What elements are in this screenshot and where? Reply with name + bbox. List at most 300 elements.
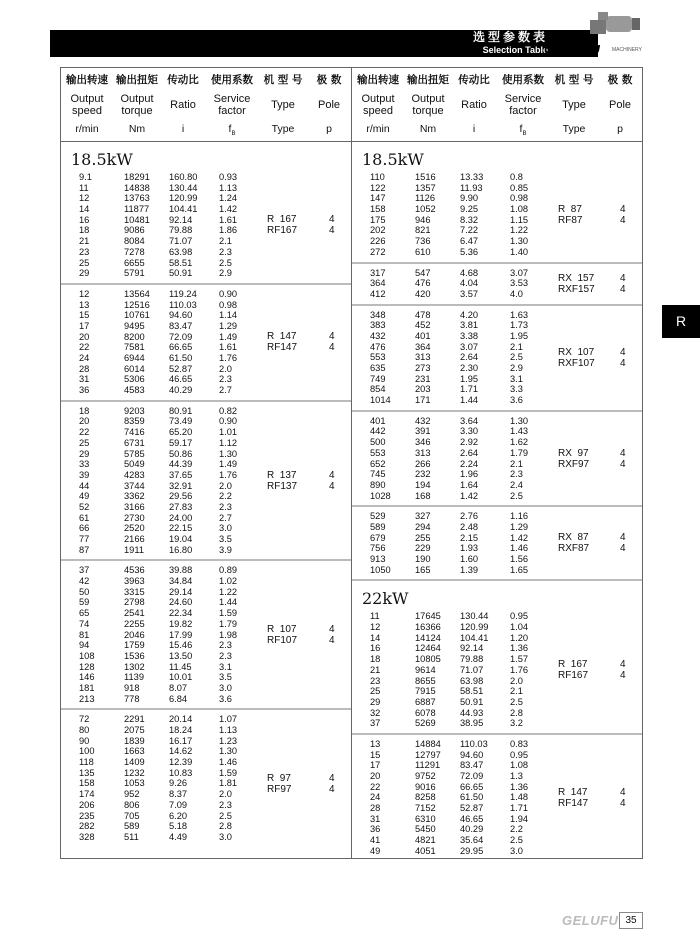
pole-value: 4 xyxy=(620,543,626,555)
table-row xyxy=(61,608,267,619)
table-row xyxy=(352,278,558,289)
header-column xyxy=(205,68,259,141)
type-value: R 167 xyxy=(558,659,588,671)
type-value: R 107 xyxy=(267,623,297,635)
torque-cell: 1516 xyxy=(415,172,436,182)
pole-cell xyxy=(618,511,642,575)
speed-cell: 24 xyxy=(79,353,90,363)
row-indent xyxy=(352,771,370,782)
row-indent xyxy=(61,714,79,725)
pole-value: 4 xyxy=(620,203,626,215)
service-factor-cell: 0.93 xyxy=(219,172,238,182)
row-indent xyxy=(352,803,370,814)
row-indent xyxy=(352,782,370,793)
row-indent xyxy=(352,448,370,459)
speed-cell: 110 xyxy=(370,172,385,182)
speed-cell: 589 xyxy=(370,521,386,532)
type-cell xyxy=(267,565,327,704)
ratio-cell: 10.83 xyxy=(169,767,193,778)
torque-cell: 5785 xyxy=(124,448,145,459)
type-value: RF167 xyxy=(558,670,589,682)
service-factor-cell: 2.0 xyxy=(219,480,232,491)
torque-cell: 10761 xyxy=(124,310,150,321)
torque-cell: 5306 xyxy=(124,374,145,385)
speed-cell: 158 xyxy=(370,204,386,215)
ratio-cell: 7.22 xyxy=(460,225,479,236)
ratio-cell: 2.48 xyxy=(460,521,479,532)
ratio-cell: 104.41 xyxy=(169,204,198,215)
table-row xyxy=(61,502,267,513)
service-factor-cell: 2.9 xyxy=(219,268,232,279)
service-factor-cell: 1.59 xyxy=(219,767,238,778)
row-indent xyxy=(352,331,370,342)
ratio-cell: 3.07 xyxy=(460,341,479,352)
pole-value: 4 xyxy=(620,670,626,682)
row-indent xyxy=(61,491,79,502)
service-factor-cell: 3.0 xyxy=(219,831,232,842)
ratio-cell: 9.25 xyxy=(460,204,479,215)
service-factor-cell: 1.3 xyxy=(510,771,523,781)
row-indent xyxy=(352,437,370,448)
service-factor-cell: 1.30 xyxy=(219,448,238,459)
ratio-cell: 83.47 xyxy=(460,760,484,771)
pole-value: 4 xyxy=(620,447,626,459)
torque-cell: 14124 xyxy=(415,632,441,643)
row-indent xyxy=(61,672,79,683)
torque-cell: 1053 xyxy=(124,778,145,789)
speed-cell: 11 xyxy=(370,611,380,622)
ratio-cell: 9.26 xyxy=(169,778,188,789)
service-factor-cell: 1.01 xyxy=(219,427,238,438)
table-row xyxy=(352,622,558,633)
speed-cell: 364 xyxy=(370,278,386,289)
row-indent xyxy=(352,374,370,385)
header-unit: r/min xyxy=(75,123,99,135)
table-row xyxy=(61,672,267,683)
service-factor-cell: 1.30 xyxy=(510,415,529,426)
service-factor-cell: 1.76 xyxy=(510,664,529,675)
service-factor-cell: 1.79 xyxy=(219,618,238,629)
service-factor-cell: 2.3 xyxy=(219,374,232,385)
table-row xyxy=(352,676,558,687)
torque-cell: 7152 xyxy=(415,803,436,814)
speed-cell: 158 xyxy=(79,778,95,789)
row-indent xyxy=(352,469,370,480)
pole-value: 4 xyxy=(329,214,335,226)
row-indent xyxy=(61,289,79,300)
unit-subscript: B xyxy=(231,131,236,138)
torque-cell: 4583 xyxy=(124,385,145,396)
row-indent xyxy=(352,750,370,761)
header-unit: Nm xyxy=(128,123,146,135)
speed-cell: 31 xyxy=(79,374,90,385)
speed-cell: 147 xyxy=(370,193,386,204)
torque-cell: 6731 xyxy=(124,437,145,448)
service-factor-cell: 2.0 xyxy=(219,789,232,800)
row-indent xyxy=(61,811,79,822)
row-indent xyxy=(352,611,370,622)
table-row xyxy=(352,633,558,644)
header-column xyxy=(352,68,404,141)
type-cell xyxy=(558,511,618,575)
service-factor-cell: 1.36 xyxy=(510,643,529,654)
type-cell xyxy=(267,289,327,396)
page-number: 35 xyxy=(619,912,643,929)
row-indent xyxy=(352,395,370,406)
table-row xyxy=(352,846,558,857)
ratio-cell: 2.64 xyxy=(460,352,479,363)
table-row xyxy=(352,824,558,835)
type-group xyxy=(352,733,642,861)
gearmotor-image xyxy=(588,12,644,38)
torque-cell: 2291 xyxy=(124,714,145,725)
row-indent xyxy=(61,459,79,470)
torque-cell: 7581 xyxy=(124,342,145,353)
row-indent xyxy=(352,697,370,708)
ratio-cell: 61.50 xyxy=(460,792,484,803)
ratio-cell: 8.07 xyxy=(169,682,188,693)
torque-cell: 1139 xyxy=(124,672,144,683)
type-value: R 87 xyxy=(558,203,582,215)
row-indent xyxy=(352,310,370,321)
table-row xyxy=(352,247,558,258)
service-factor-cell: 2.3 xyxy=(510,469,523,480)
torque-cell: 12516 xyxy=(124,299,150,310)
row-indent xyxy=(61,225,79,236)
section-tab-r[interactable]: R xyxy=(662,305,700,338)
ratio-cell: 8.37 xyxy=(169,789,188,800)
table-row xyxy=(352,718,558,729)
service-factor-cell: 0.83 xyxy=(510,738,529,749)
table-row xyxy=(352,289,558,300)
service-factor-cell: 1.79 xyxy=(510,447,529,458)
speed-cell: 146 xyxy=(79,672,95,683)
speed-cell: 442 xyxy=(370,426,386,437)
speed-cell: 25 xyxy=(79,437,90,448)
service-factor-cell: 1.48 xyxy=(510,792,529,803)
torque-cell: 171 xyxy=(415,395,431,406)
ratio-cell: 52.87 xyxy=(460,803,484,814)
speed-cell: 21 xyxy=(79,236,90,247)
row-indent xyxy=(61,778,79,789)
ratio-cell: 79.88 xyxy=(169,225,193,236)
row-indent xyxy=(352,814,370,825)
table-row xyxy=(352,374,558,385)
torque-cell: 401 xyxy=(415,330,431,341)
table-row xyxy=(61,811,267,822)
table-row xyxy=(61,225,267,236)
table-row xyxy=(352,554,558,565)
pole-value: 4 xyxy=(620,797,626,809)
header-english: Pole xyxy=(608,99,632,111)
ratio-cell: 63.98 xyxy=(460,675,484,686)
row-indent xyxy=(61,247,79,258)
service-factor-cell: 1.13 xyxy=(219,182,238,193)
ratio-cell: 5.36 xyxy=(460,246,479,257)
row-indent xyxy=(352,363,370,374)
type-group xyxy=(352,579,642,733)
torque-cell: 4051 xyxy=(415,845,436,856)
service-factor-cell: 2.5 xyxy=(510,696,523,707)
group-values xyxy=(61,289,267,396)
type-cell xyxy=(267,146,327,279)
row-indent xyxy=(352,511,370,522)
speed-cell: 25 xyxy=(370,686,381,697)
torque-cell: 8655 xyxy=(415,675,436,686)
table-row xyxy=(61,768,267,779)
speed-cell: 328 xyxy=(79,831,95,842)
ratio-cell: 59.17 xyxy=(169,437,193,448)
speed-cell: 39 xyxy=(79,469,90,480)
row-indent xyxy=(352,739,370,750)
ratio-cell: 50.91 xyxy=(460,696,484,707)
table-row xyxy=(352,543,558,554)
header-unit: Type xyxy=(271,123,295,135)
type-group xyxy=(352,410,642,506)
torque-cell: 6944 xyxy=(124,353,145,363)
torque-cell: 231 xyxy=(415,373,431,384)
row-indent xyxy=(61,651,79,662)
table-row xyxy=(61,714,267,725)
torque-cell: 11877 xyxy=(124,204,150,215)
group-values xyxy=(352,511,558,575)
row-indent xyxy=(61,300,79,311)
table-left-half xyxy=(61,68,352,858)
speed-cell: 42 xyxy=(79,576,90,587)
ratio-cell: 73.49 xyxy=(169,416,193,427)
type-value: RF87 xyxy=(558,214,583,226)
row-indent xyxy=(352,193,370,204)
torque-cell: 9203 xyxy=(124,405,145,416)
type-value: RX 107 xyxy=(558,346,595,358)
speed-cell: 20 xyxy=(79,331,90,342)
type-group xyxy=(61,559,351,708)
ratio-cell: 3.81 xyxy=(460,320,479,331)
row-indent xyxy=(61,342,79,353)
service-factor-cell: 3.2 xyxy=(510,718,523,729)
service-factor-cell: 1.42 xyxy=(219,204,238,215)
row-indent xyxy=(61,587,79,598)
torque-cell: 266 xyxy=(415,458,431,469)
ratio-cell: 2.64 xyxy=(460,447,479,458)
torque-cell: 6310 xyxy=(415,813,436,824)
row-indent xyxy=(61,332,79,343)
ratio-cell: 119.24 xyxy=(169,288,197,299)
speed-cell: 213 xyxy=(79,693,95,704)
service-factor-cell: 1.81 xyxy=(219,778,238,789)
row-indent xyxy=(61,172,79,183)
group-values xyxy=(352,585,558,729)
service-factor-cell: 3.53 xyxy=(510,278,529,289)
torque-cell: 432 xyxy=(415,415,431,426)
header-english: Output speed xyxy=(361,93,395,117)
table-row xyxy=(61,491,267,502)
torque-cell: 478 xyxy=(415,309,431,320)
table-row xyxy=(352,215,558,226)
table-row xyxy=(61,427,267,438)
speed-cell: 14 xyxy=(370,632,381,643)
row-indent xyxy=(61,385,79,396)
torque-cell: 1663 xyxy=(124,746,145,757)
type-value: RF97 xyxy=(267,784,292,796)
pole-value: 4 xyxy=(329,469,335,481)
torque-cell: 3963 xyxy=(124,576,145,587)
type-group xyxy=(61,142,351,283)
ratio-cell: 2.15 xyxy=(460,532,479,543)
speed-cell: 14 xyxy=(79,204,90,215)
speed-cell: 94 xyxy=(79,640,90,651)
ratio-cell: 92.14 xyxy=(460,643,484,654)
torque-cell: 1536 xyxy=(124,650,145,661)
service-factor-cell: 1.98 xyxy=(219,629,238,640)
service-factor-cell: 2.0 xyxy=(219,363,232,374)
row-indent xyxy=(352,643,370,654)
group-values xyxy=(61,565,267,704)
service-factor-cell: 1.40 xyxy=(510,246,529,257)
table-row xyxy=(352,491,558,502)
table-row xyxy=(61,258,267,269)
ratio-cell: 65.20 xyxy=(169,427,193,438)
row-indent xyxy=(352,554,370,565)
torque-cell: 18291 xyxy=(124,172,150,182)
header-unit: r/min xyxy=(366,123,390,135)
row-indent xyxy=(352,760,370,771)
service-factor-cell: 1.63 xyxy=(510,309,529,320)
torque-cell: 6078 xyxy=(415,707,436,718)
service-factor-cell: 0.98 xyxy=(510,193,529,204)
type-value: RXF157 xyxy=(558,283,595,295)
torque-cell: 2730 xyxy=(124,512,145,523)
speed-cell: 49 xyxy=(370,845,381,856)
table-row xyxy=(61,342,267,353)
row-indent xyxy=(61,683,79,694)
service-factor-cell: 3.6 xyxy=(510,395,523,406)
row-indent xyxy=(61,545,79,556)
torque-cell: 821 xyxy=(415,225,431,236)
speed-cell: 12 xyxy=(79,193,90,204)
row-indent xyxy=(352,480,370,491)
torque-cell: 2520 xyxy=(124,523,145,534)
table-row xyxy=(352,310,558,321)
type-value: R 137 xyxy=(267,469,297,481)
torque-cell: 8200 xyxy=(124,331,145,342)
row-indent xyxy=(61,565,79,576)
service-factor-cell: 0.98 xyxy=(219,299,238,310)
row-indent xyxy=(61,215,79,226)
service-factor-cell: 2.7 xyxy=(219,385,232,396)
service-factor-cell: 3.1 xyxy=(219,661,232,672)
speed-cell: 412 xyxy=(370,288,386,299)
header-chinese: 传动比 xyxy=(167,74,199,86)
row-indent xyxy=(352,543,370,554)
ratio-cell: 1.60 xyxy=(460,554,479,564)
speed-cell: 181 xyxy=(79,682,95,693)
ratio-cell: 29.56 xyxy=(169,491,193,502)
service-factor-cell: 1.59 xyxy=(219,608,238,619)
torque-cell: 2046 xyxy=(124,629,145,640)
table-row xyxy=(352,771,558,782)
type-group xyxy=(352,142,642,262)
service-factor-cell: 1.22 xyxy=(219,586,238,597)
row-indent xyxy=(61,310,79,321)
pole-value: 4 xyxy=(329,634,335,646)
row-indent xyxy=(61,353,79,364)
torque-cell: 327 xyxy=(415,511,431,522)
table-header xyxy=(61,68,351,142)
table-row xyxy=(61,800,267,811)
row-indent xyxy=(61,523,79,534)
service-factor-cell: 1.23 xyxy=(219,735,238,746)
speed-cell: 22 xyxy=(79,342,90,353)
torque-cell: 6655 xyxy=(124,257,145,268)
torque-cell: 918 xyxy=(124,682,140,693)
speed-cell: 90 xyxy=(79,735,90,746)
ratio-cell: 1.71 xyxy=(460,384,479,395)
table-row xyxy=(61,746,267,757)
ratio-cell: 24.60 xyxy=(169,597,193,608)
torque-cell: 452 xyxy=(415,320,431,331)
type-value: RX 87 xyxy=(558,532,589,544)
row-indent xyxy=(61,736,79,747)
type-group xyxy=(352,262,642,304)
service-factor-cell: 2.1 xyxy=(510,686,523,697)
speed-cell: 100 xyxy=(79,746,95,757)
speed-cell: 72 xyxy=(79,714,90,725)
service-factor-cell: 1.86 xyxy=(219,225,238,236)
ratio-cell: 44.39 xyxy=(169,459,193,470)
service-factor-cell: 2.0 xyxy=(510,675,523,686)
ratio-cell: 29.14 xyxy=(169,586,193,597)
torque-cell: 705 xyxy=(124,810,140,821)
pole-value: 4 xyxy=(329,784,335,796)
torque-cell: 1759 xyxy=(124,640,145,651)
table-row xyxy=(352,522,558,533)
service-factor-cell: 2.5 xyxy=(510,352,523,363)
row-indent xyxy=(352,268,370,279)
speed-cell: 29 xyxy=(79,448,90,459)
ratio-cell: 16.80 xyxy=(169,544,193,555)
speed-cell: 174 xyxy=(79,789,95,800)
speed-cell: 80 xyxy=(79,725,90,735)
table-row xyxy=(61,725,267,736)
title-chinese: 选型参数表 xyxy=(472,30,548,44)
torque-cell: 6014 xyxy=(124,363,145,374)
pole-value: 4 xyxy=(329,773,335,785)
speed-cell: 383 xyxy=(370,320,386,331)
table-row xyxy=(61,565,267,576)
torque-cell: 255 xyxy=(415,532,431,543)
torque-cell: 13763 xyxy=(124,193,150,204)
torque-cell: 476 xyxy=(415,278,431,289)
torque-cell: 313 xyxy=(415,352,431,363)
header-unit: p xyxy=(326,123,332,135)
row-indent xyxy=(352,654,370,665)
ratio-cell: 160.80 xyxy=(169,172,198,182)
speed-cell: 890 xyxy=(370,479,386,490)
service-factor-cell: 1.42 xyxy=(510,532,529,543)
table-row xyxy=(352,193,558,204)
service-factor-cell: 1.49 xyxy=(219,331,238,342)
table-row xyxy=(352,320,558,331)
speed-cell: 16 xyxy=(370,643,381,654)
service-factor-cell: 0.95 xyxy=(510,749,529,760)
speed-cell: 235 xyxy=(79,810,95,821)
ratio-cell: 66.65 xyxy=(169,342,193,353)
service-factor-cell: 1.07 xyxy=(219,714,238,725)
torque-cell: 736 xyxy=(415,236,431,247)
torque-cell: 3166 xyxy=(124,501,145,512)
ratio-cell: 130.44 xyxy=(460,611,489,622)
